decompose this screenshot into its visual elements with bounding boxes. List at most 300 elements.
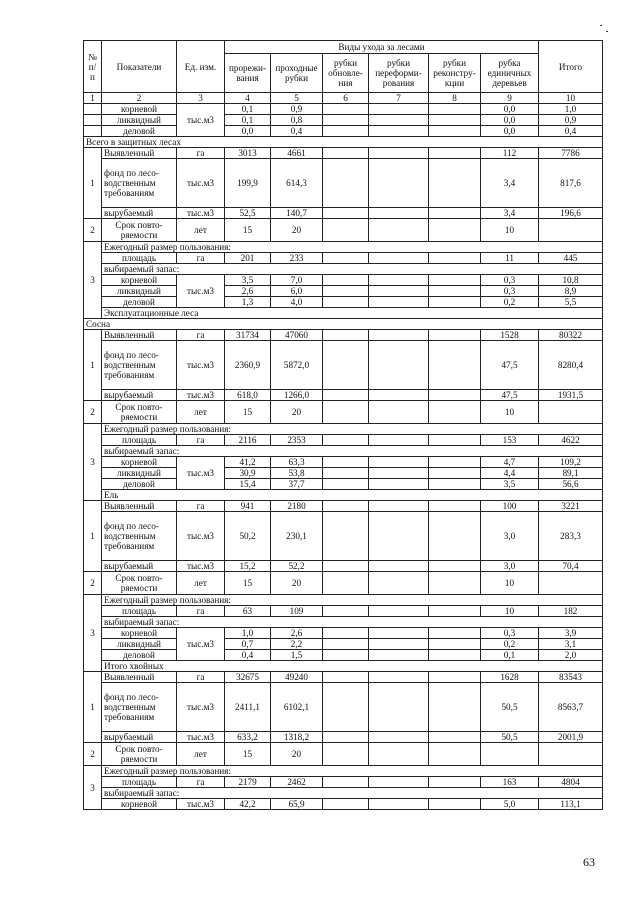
- column-number: 1: [84, 93, 102, 104]
- annual-title: Ежегодный размер пользования:: [102, 242, 603, 253]
- table-cell: [369, 401, 429, 424]
- table-cell: [369, 148, 429, 159]
- table-row: [84, 595, 603, 606]
- table-cell: 47,5: [481, 341, 539, 390]
- table-cell: [84, 115, 102, 126]
- table-row: [84, 468, 603, 479]
- column-number: 2: [102, 93, 177, 104]
- table-cell: [429, 126, 481, 137]
- table-cell: 89,1: [539, 468, 603, 479]
- table-cell: 633,2: [225, 732, 271, 743]
- row-label: площадь: [102, 606, 177, 617]
- table-cell: 47,5: [481, 390, 539, 401]
- table-cell: [323, 672, 369, 683]
- table-cell: 2411,1: [225, 683, 271, 732]
- row-label: фонд по лесо-водственным требованиям: [102, 683, 177, 732]
- table-cell: 0,3: [481, 286, 539, 297]
- row-label: корневой: [102, 628, 177, 639]
- table-cell: [369, 330, 429, 341]
- table-cell: 15,4: [225, 479, 271, 490]
- table-row: [84, 650, 603, 661]
- table-cell: 80322: [539, 330, 603, 341]
- table-cell: 41,2: [225, 457, 271, 468]
- table-row: [84, 732, 603, 743]
- table-cell: [323, 512, 369, 561]
- table-cell: 0,4: [271, 126, 323, 137]
- header-col: рубки переформи-рования: [369, 54, 429, 93]
- table-cell: 2,2: [271, 639, 323, 650]
- table-cell: 5,5: [539, 297, 603, 308]
- table-row: [84, 457, 603, 468]
- table-cell: 37,7: [271, 479, 323, 490]
- table-cell: 6102,1: [271, 683, 323, 732]
- table-row: [84, 126, 603, 137]
- table-cell: 3,0: [481, 561, 539, 572]
- item-number: 3: [84, 242, 102, 319]
- row-label: Срок повто-ряемости: [102, 401, 177, 424]
- table-cell: [323, 479, 369, 490]
- table-row: [84, 159, 603, 208]
- item-number: 1: [84, 330, 102, 401]
- row-label: вырубаемый: [102, 208, 177, 219]
- table-cell: 83543: [539, 672, 603, 683]
- table-cell: [323, 253, 369, 264]
- table-cell: 30,9: [225, 468, 271, 479]
- table-row: [84, 104, 603, 115]
- column-number: 7: [369, 93, 429, 104]
- table-cell: 2360,9: [225, 341, 271, 390]
- table-cell: [429, 799, 481, 810]
- row-label: Срок повто-ряемости: [102, 219, 177, 242]
- table-cell: [429, 104, 481, 115]
- table-cell: [429, 159, 481, 208]
- row-label: вырубаемый: [102, 732, 177, 743]
- table-cell: [323, 628, 369, 639]
- table-row: [84, 41, 603, 54]
- table-cell: 31734: [225, 330, 271, 341]
- table-cell: тыс.м3: [177, 512, 225, 561]
- table-cell: [323, 650, 369, 661]
- table-cell: [369, 743, 429, 766]
- table-cell: [369, 219, 429, 242]
- table-cell: [429, 512, 481, 561]
- table-cell: 140,7: [271, 208, 323, 219]
- table-cell: 5,0: [481, 799, 539, 810]
- table-cell: 201: [225, 253, 271, 264]
- header-col: прорежи-вания: [225, 54, 271, 93]
- table-cell: 2179: [225, 777, 271, 788]
- table-cell: [539, 219, 603, 242]
- table-cell: 32675: [225, 672, 271, 683]
- item-number: 3: [84, 595, 102, 672]
- table-row: [84, 799, 603, 810]
- table-cell: 15: [225, 572, 271, 595]
- table-cell: 56,6: [539, 479, 603, 490]
- row-label: площадь: [102, 253, 177, 264]
- table-row: [84, 766, 603, 777]
- table-row: [84, 115, 603, 126]
- table-row: [84, 617, 603, 628]
- table-cell: [323, 208, 369, 219]
- row-label: фонд по лесо-водственным требованиям: [102, 341, 177, 390]
- header-col: проходные рубки: [271, 54, 323, 93]
- table-cell: [429, 115, 481, 126]
- table-cell: 153: [481, 435, 539, 446]
- table-cell: [84, 126, 102, 137]
- table-cell: [323, 275, 369, 286]
- table-cell: [369, 639, 429, 650]
- table-cell: [323, 639, 369, 650]
- table-cell: 1318,2: [271, 732, 323, 743]
- unit-cell: тыс.м3: [177, 104, 225, 137]
- table-row: [84, 661, 603, 672]
- table-cell: [429, 639, 481, 650]
- table-cell: 8,9: [539, 286, 603, 297]
- table-cell: 0,4: [225, 650, 271, 661]
- table-cell: [539, 572, 603, 595]
- table-cell: 199,9: [225, 159, 271, 208]
- table-row: [84, 308, 603, 319]
- table-cell: 8280,4: [539, 341, 603, 390]
- table-cell: 1628: [481, 672, 539, 683]
- table-cell: [323, 777, 369, 788]
- table-cell: [323, 683, 369, 732]
- table-cell: 5872,0: [271, 341, 323, 390]
- table-cell: [323, 115, 369, 126]
- table-cell: 49240: [271, 672, 323, 683]
- table-row: [84, 208, 603, 219]
- table-row: [84, 743, 603, 766]
- table-cell: [323, 297, 369, 308]
- table-cell: [369, 479, 429, 490]
- table-cell: 20: [271, 219, 323, 242]
- row-label: деловой: [102, 297, 177, 308]
- table-cell: [323, 457, 369, 468]
- table-cell: [369, 650, 429, 661]
- table-row: [84, 264, 603, 275]
- table-cell: [369, 672, 429, 683]
- table-cell: 196,6: [539, 208, 603, 219]
- table-cell: га: [177, 253, 225, 264]
- unit-cell: тыс.м3: [177, 275, 225, 308]
- table-cell: 3,0: [481, 512, 539, 561]
- table-cell: 233: [271, 253, 323, 264]
- row-label: Выявленный: [102, 148, 177, 159]
- section-title: Итого хвойных: [102, 661, 603, 672]
- table-cell: [369, 126, 429, 137]
- table-cell: [429, 650, 481, 661]
- table-cell: 7,0: [271, 275, 323, 286]
- header-unit: Ед. изм.: [177, 41, 225, 93]
- table-cell: 20: [271, 572, 323, 595]
- table-cell: 109: [271, 606, 323, 617]
- table-row: [84, 628, 603, 639]
- stock-label: выбираемый запас:: [102, 617, 603, 628]
- item-number: 3: [84, 424, 102, 501]
- table-row: [84, 330, 603, 341]
- table-cell: 3013: [225, 148, 271, 159]
- table-cell: [429, 219, 481, 242]
- table-row: [84, 219, 603, 242]
- header-num: № п/ п: [84, 41, 102, 93]
- stock-label: выбираемый запас:: [102, 264, 603, 275]
- section-subtitle: Сосна: [84, 319, 603, 330]
- table-cell: [429, 341, 481, 390]
- table-cell: 1,5: [271, 650, 323, 661]
- table-cell: [369, 297, 429, 308]
- table-cell: 3,4: [481, 159, 539, 208]
- table-row: [84, 777, 603, 788]
- table-cell: 10,8: [539, 275, 603, 286]
- table-cell: 0,2: [481, 297, 539, 308]
- column-number: 4: [225, 93, 271, 104]
- table-cell: 11: [481, 253, 539, 264]
- table-row: [84, 606, 603, 617]
- table-cell: [369, 159, 429, 208]
- table-cell: 15: [225, 743, 271, 766]
- table-cell: 20: [271, 743, 323, 766]
- table-cell: 182: [539, 606, 603, 617]
- table-cell: [84, 104, 102, 115]
- table-row: [84, 490, 603, 501]
- row-label: ликвидный: [102, 639, 177, 650]
- table-cell: 0,9: [271, 104, 323, 115]
- table-cell: [429, 401, 481, 424]
- table-cell: 10: [481, 219, 539, 242]
- row-label: площадь: [102, 777, 177, 788]
- table-cell: 63: [225, 606, 271, 617]
- table-cell: 63,3: [271, 457, 323, 468]
- table-cell: 0,0: [481, 104, 539, 115]
- column-number: 3: [177, 93, 225, 104]
- table-cell: [429, 777, 481, 788]
- table-cell: 112: [481, 148, 539, 159]
- table-row: [84, 286, 603, 297]
- table-cell: 4,0: [271, 297, 323, 308]
- table-cell: тыс.м3: [177, 561, 225, 572]
- table-cell: [429, 390, 481, 401]
- table-cell: [429, 208, 481, 219]
- table-cell: [369, 799, 429, 810]
- column-number: 5: [271, 93, 323, 104]
- table-cell: 3,5: [481, 479, 539, 490]
- table-cell: [369, 341, 429, 390]
- table-cell: тыс.м3: [177, 683, 225, 732]
- table-cell: тыс.м3: [177, 390, 225, 401]
- table-cell: 3,9: [539, 628, 603, 639]
- item-number: 1: [84, 672, 102, 743]
- table-cell: 7786: [539, 148, 603, 159]
- table-row: [84, 390, 603, 401]
- row-label: Выявленный: [102, 330, 177, 341]
- table-cell: [429, 275, 481, 286]
- table-cell: 1931,5: [539, 390, 603, 401]
- table-cell: 113,1: [539, 799, 603, 810]
- table-cell: [323, 435, 369, 446]
- table-row: [84, 788, 603, 799]
- table-cell: 0,1: [225, 104, 271, 115]
- table-cell: [369, 253, 429, 264]
- table-cell: 618,0: [225, 390, 271, 401]
- table-cell: [429, 148, 481, 159]
- table-cell: [539, 743, 603, 766]
- table-row: [84, 319, 603, 330]
- annual-title: Ежегодный размер пользования:: [102, 424, 603, 435]
- table-cell: тыс.м3: [177, 159, 225, 208]
- scan-speck: [600, 25, 602, 26]
- table-cell: [323, 286, 369, 297]
- header-col: рубки обновле-ния: [323, 54, 369, 93]
- table-cell: [323, 390, 369, 401]
- table-cell: 2353: [271, 435, 323, 446]
- unit-cell: тыс.м3: [177, 799, 225, 810]
- table-cell: [429, 501, 481, 512]
- section-title: Всего в защитных лесах: [84, 137, 603, 148]
- table-cell: лет: [177, 401, 225, 424]
- column-number: 8: [429, 93, 481, 104]
- table-cell: [323, 148, 369, 159]
- table-cell: 8563,7: [539, 683, 603, 732]
- table-cell: 3,4: [481, 208, 539, 219]
- table-row: [84, 479, 603, 490]
- table-cell: 0,0: [225, 126, 271, 137]
- table-cell: 50,2: [225, 512, 271, 561]
- table-cell: 163: [481, 777, 539, 788]
- table-cell: [369, 606, 429, 617]
- row-label: Выявленный: [102, 501, 177, 512]
- item-number: 1: [84, 501, 102, 572]
- table-cell: 10: [481, 572, 539, 595]
- table-row: [84, 639, 603, 650]
- table-cell: [323, 501, 369, 512]
- unit-cell: тыс.м3: [177, 628, 225, 661]
- table-cell: 1,0: [539, 104, 603, 115]
- table-cell: га: [177, 330, 225, 341]
- table-cell: 109,2: [539, 457, 603, 468]
- table-cell: лет: [177, 743, 225, 766]
- table-cell: [429, 435, 481, 446]
- section-title: Ель: [102, 490, 603, 501]
- table-cell: 4804: [539, 777, 603, 788]
- table-cell: [429, 672, 481, 683]
- table-cell: 4622: [539, 435, 603, 446]
- table-cell: 941: [225, 501, 271, 512]
- column-number: 6: [323, 93, 369, 104]
- table-cell: [429, 628, 481, 639]
- row-label: корневой: [102, 104, 177, 115]
- scan-speck: [606, 31, 608, 32]
- table-row: [84, 512, 603, 561]
- table-cell: [369, 777, 429, 788]
- table-cell: 2180: [271, 501, 323, 512]
- table-cell: [323, 606, 369, 617]
- row-label: фонд по лесо-водственным требованиям: [102, 512, 177, 561]
- table-cell: 4,4: [481, 468, 539, 479]
- table-cell: [429, 572, 481, 595]
- row-label: деловой: [102, 479, 177, 490]
- forest-care-table: [83, 40, 603, 810]
- table-cell: 53,8: [271, 468, 323, 479]
- table-cell: 0,2: [481, 639, 539, 650]
- annual-title: Ежегодный размер пользования:: [102, 766, 603, 777]
- table-cell: 230,1: [271, 512, 323, 561]
- table-cell: [323, 561, 369, 572]
- table-cell: 50,5: [481, 732, 539, 743]
- table-cell: 3,5: [225, 275, 271, 286]
- table-cell: [429, 743, 481, 766]
- header-col: рубка единичных деревьев: [481, 54, 539, 93]
- row-label: корневой: [102, 799, 177, 810]
- table-cell: [369, 104, 429, 115]
- table-cell: 15,2: [225, 561, 271, 572]
- table-row: [84, 253, 603, 264]
- header-group: Виды ухода за лесами: [225, 41, 539, 54]
- row-label: Срок повто-ряемости: [102, 743, 177, 766]
- table-cell: 1528: [481, 330, 539, 341]
- row-label: деловой: [102, 650, 177, 661]
- stock-label: выбираемый запас:: [102, 788, 603, 799]
- table-cell: 0,3: [481, 275, 539, 286]
- table-row: [84, 446, 603, 457]
- table-cell: [369, 512, 429, 561]
- table-cell: 3,1: [539, 639, 603, 650]
- table-cell: 2,6: [271, 628, 323, 639]
- row-label: вырубаемый: [102, 561, 177, 572]
- table-cell: 0,4: [539, 126, 603, 137]
- table-cell: 283,3: [539, 512, 603, 561]
- table-cell: 2462: [271, 777, 323, 788]
- table-cell: 15: [225, 401, 271, 424]
- table-cell: [323, 330, 369, 341]
- row-label: Выявленный: [102, 672, 177, 683]
- row-label: ликвидный: [102, 468, 177, 479]
- table-cell: 1266,0: [271, 390, 323, 401]
- row-label: ликвидный: [102, 286, 177, 297]
- table-cell: [323, 572, 369, 595]
- table-cell: 0,8: [271, 115, 323, 126]
- table-cell: га: [177, 672, 225, 683]
- table-cell: [429, 479, 481, 490]
- table-cell: [429, 253, 481, 264]
- table-cell: 52,2: [271, 561, 323, 572]
- table-cell: 0,0: [481, 126, 539, 137]
- table-cell: 10: [481, 401, 539, 424]
- table-row: [84, 242, 603, 253]
- table-cell: 0,1: [481, 650, 539, 661]
- table-cell: [539, 401, 603, 424]
- table-cell: 42,2: [225, 799, 271, 810]
- table-cell: [323, 126, 369, 137]
- table-cell: [369, 390, 429, 401]
- table-cell: [369, 628, 429, 639]
- row-label: корневой: [102, 457, 177, 468]
- table-cell: 1,3: [225, 297, 271, 308]
- table-cell: [369, 572, 429, 595]
- table-cell: 100: [481, 501, 539, 512]
- table-cell: [429, 457, 481, 468]
- table-cell: [429, 330, 481, 341]
- table-row: [84, 435, 603, 446]
- row-label: Срок повто-ряемости: [102, 572, 177, 595]
- table-cell: [481, 743, 539, 766]
- table-cell: 2,6: [225, 286, 271, 297]
- table-row: [84, 572, 603, 595]
- table-cell: [369, 561, 429, 572]
- row-label: площадь: [102, 435, 177, 446]
- header-indicators: Показатели: [102, 41, 177, 93]
- table-cell: га: [177, 435, 225, 446]
- table-row: [84, 148, 603, 159]
